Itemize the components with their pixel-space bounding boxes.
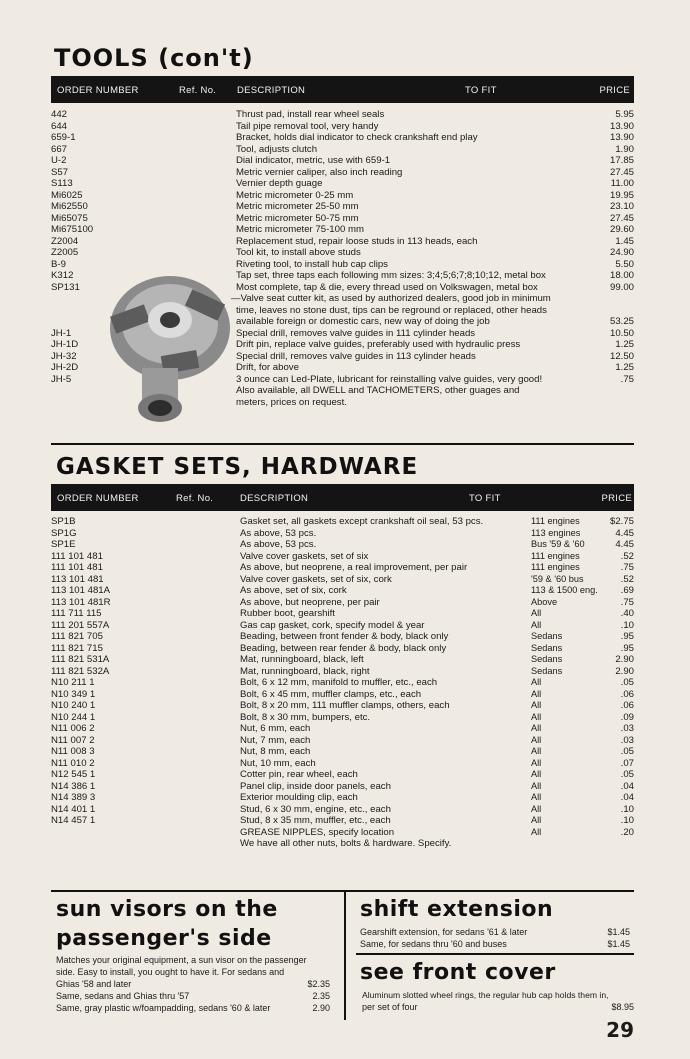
table-row: Z2005 Tool kit, to install above studs 24.90: [51, 247, 634, 258]
tools-table: [51, 109, 634, 408]
table-row: N11 007 2 Nut, 7 mm, each All .03: [51, 734, 634, 746]
table-row: 113 101 481 Valve cover gaskets, set of six, cork '59 & '60 bus .52: [51, 573, 634, 585]
table-row: U-2 Dial indicator, metric, use with 659-1 17.85: [51, 155, 634, 166]
table-row: N14 389 3 Exterior moulding clip, each All .04: [51, 792, 634, 803]
table-row: Mi65075 Metric micrometer 50-75 mm 27.45: [51, 212, 634, 224]
col-to-fit: TO FIT: [465, 85, 497, 96]
table-row: Mi62550 Metric micrometer 25-50 mm 23.10: [51, 201, 634, 212]
shift-extension-title: shift extension: [360, 897, 554, 922]
table-row: 111 821 532A Mat, runningboard, black, right Sedans 2.90: [51, 665, 634, 677]
table-row: SP1G As above, 53 pcs. 113 engines 4.45: [51, 527, 634, 539]
table-row: Mi675100 Metric micrometer 75-100 mm 29.60: [51, 224, 634, 235]
tools-column-header: [51, 76, 634, 103]
col-ref-no: Ref. No.: [179, 85, 217, 96]
table-row: 644 Tail pipe removal tool, very handy 13.90: [51, 120, 634, 132]
sun-visors-intro-line1: Matches your original equipment, a sun visor on the passenger: [56, 955, 307, 965]
col-description: DESCRIPTION: [240, 493, 309, 504]
table-row: 111 101 481 As above, but neoprene, a real improvement, per pair 111 engines .75: [51, 562, 634, 573]
table-row: 111 201 557A Gas cap gasket, cork, specify model & year All .10: [51, 619, 634, 631]
bottom-divider-vertical: [344, 890, 346, 1020]
table-row: N12 545 1 Cotter pin, rear wheel, each All .05: [51, 769, 634, 780]
sun-visors-title-line1: sun visors on the: [56, 897, 278, 922]
table-row: N11 006 2 Nut, 6 mm, each All .03: [51, 723, 634, 734]
table-row: JH-1 Special drill, removes valve guides in 111 cylinder heads 10.50: [51, 327, 634, 339]
col-order-number: ORDER NUMBER: [57, 493, 139, 504]
right-block-divider: [356, 953, 634, 955]
sun-visors-item2: Same, sedans and Ghias thru '57 2.35: [56, 991, 330, 1001]
tools-divider: [51, 443, 634, 445]
table-row: 442 Thrust pad, install rear wheel seals 5.95: [51, 109, 634, 120]
table-row: JH-32 Special drill, removes valve guides in 113 cylinder heads 12.50: [51, 350, 634, 362]
table-row: JH-2D Drift, for above 1.25: [51, 362, 634, 373]
sun-visors-title-line2: passenger's side: [56, 926, 272, 951]
table-row: 113 101 481A As above, set of six, cork 113 & 1500 eng. .69: [51, 585, 634, 596]
table-row: JH-5 3 ounce can Led-Plate, lubricant for reinstalling valve guides, very good! .75: [51, 373, 634, 385]
sun-visors-item1: Ghias '58 and later $2.35: [56, 979, 330, 989]
table-row: N10 349 1 Bolt, 6 x 45 mm, muffler clamps, etc., each All .06: [51, 688, 634, 700]
bottom-divider-horizontal: [51, 890, 634, 892]
table-row: 113 101 481R As above, but neoprene, per pair Above .75: [51, 596, 634, 608]
table-row: We have all other nuts, bolts & hardware. Specify.: [240, 838, 452, 849]
table-row: SP1B Gasket set, all gaskets except crankshaft oil seal, 53 pcs. 111 engines $2.75: [51, 516, 634, 527]
table-row: S113 Vernier depth guage 11.00: [51, 178, 634, 189]
table-row: meters, prices on request.: [236, 396, 347, 408]
table-row: 111 821 531A Mat, runningboard, black, left Sedans 2.90: [51, 654, 634, 665]
shift-extension-item1: Gearshift extension, for sedans '61 & later $1.45: [360, 927, 630, 937]
front-cover-line2: per set of four $8.95: [362, 1002, 634, 1012]
table-row: B-9 Riveting tool, to install hub cap clips 5.50: [51, 258, 634, 270]
table-row: time, leaves no stone dust, tips can be reground or replaced, other heads: [236, 304, 547, 316]
table-row: SP1E As above, 53 pcs. Bus '59 & '60 4.45: [51, 539, 634, 550]
table-row: N10 240 1 Bolt, 8 x 20 mm, 111 muffler clamps, others, each All .06: [51, 700, 634, 711]
page-number: 29: [606, 1018, 634, 1042]
gaskets-column-header: [51, 484, 634, 511]
gaskets-table: [51, 516, 634, 850]
table-row: N14 457 1 Stud, 8 x 35 mm, muffler, etc., each All .10: [51, 815, 634, 826]
shift-extension-item2: Same, for sedans thru '60 and buses $1.45: [360, 939, 630, 949]
table-row: N10 244 1 Bolt, 8 x 30 mm, bumpers, etc. All .09: [51, 711, 634, 723]
table-row: SP131 Most complete, tap & die, every thread used on Volkswagen, metal box 99.00: [51, 281, 634, 293]
table-row: N10 211 1 Bolt, 6 x 12 mm, manifold to muffler, etc., each All .05: [51, 677, 634, 688]
front-cover-line1: Aluminum slotted wheel rings, the regular hub cap holds them in,: [362, 990, 609, 1000]
table-row: available foreign or domestic cars, new way of doing the job 53.25: [236, 316, 634, 327]
table-row: N14 386 1 Panel clip, inside door panels, each All .04: [51, 780, 634, 792]
col-description: DESCRIPTION: [237, 85, 306, 96]
col-price: PRICE: [601, 493, 632, 504]
col-price: PRICE: [599, 85, 630, 96]
table-row: K312 Tap set, three taps each following mm sizes: 3;4;5;6;7;8;10;12, metal box 18.00: [51, 270, 634, 281]
table-row: 111 821 705 Beading, between front fender & body, black only Sedans .95: [51, 631, 634, 642]
table-row: —Valve seat cutter kit, as used by authorized dealers, good job in minimum: [231, 293, 551, 304]
table-row: 111 101 481 Valve cover gaskets, set of six 111 engines .52: [51, 550, 634, 562]
tools-heading: TOOLS (con't): [54, 44, 254, 72]
sun-visors-intro-line2: side. Easy to install, you ought to have it. For sedans and: [56, 967, 285, 977]
table-row: 667 Tool, adjusts clutch 1.90: [51, 143, 634, 155]
table-row: N14 401 1 Stud, 6 x 30 mm, engine, etc., each All .10: [51, 803, 634, 815]
table-row: S57 Metric vernier caliper, also inch reading 27.45: [51, 166, 634, 178]
sun-visors-item3: Same, gray plastic w/foampadding, sedans '60 & later 2.90: [56, 1003, 330, 1013]
gaskets-heading: GASKET SETS, HARDWARE: [56, 454, 419, 480]
table-row: Z2004 Replacement stud, repair loose studs in 113 heads, each 1.45: [51, 235, 634, 247]
table-row: Also available, all DWELL and TACHOMETERS, other guages and: [236, 385, 520, 396]
table-row: N11 010 2 Nut, 10 mm, each All .07: [51, 757, 634, 769]
table-row: Mi6025 Metric micrometer 0-25 mm 19.95: [51, 189, 634, 201]
col-ref-no: Ref. No.: [176, 493, 214, 504]
table-row: 111 711 115 Rubber boot, gearshift All .40: [51, 608, 634, 619]
col-order-number: ORDER NUMBER: [57, 85, 139, 96]
table-row: N11 008 3 Nut, 8 mm, each All .05: [51, 746, 634, 757]
front-cover-title: see front cover: [360, 960, 556, 985]
table-row: 111 821 715 Beading, between rear fender & body, black only Sedans .95: [51, 642, 634, 654]
table-row: 659-1 Bracket, holds dial indicator to check crankshaft end play 13.90: [51, 132, 634, 143]
table-row: JH-1D Drift pin, replace valve guides, preferably used with hydraulic press 1.25: [51, 339, 634, 350]
table-row: GREASE NIPPLES, specify location All .20: [240, 826, 634, 838]
col-to-fit: TO FIT: [469, 493, 501, 504]
